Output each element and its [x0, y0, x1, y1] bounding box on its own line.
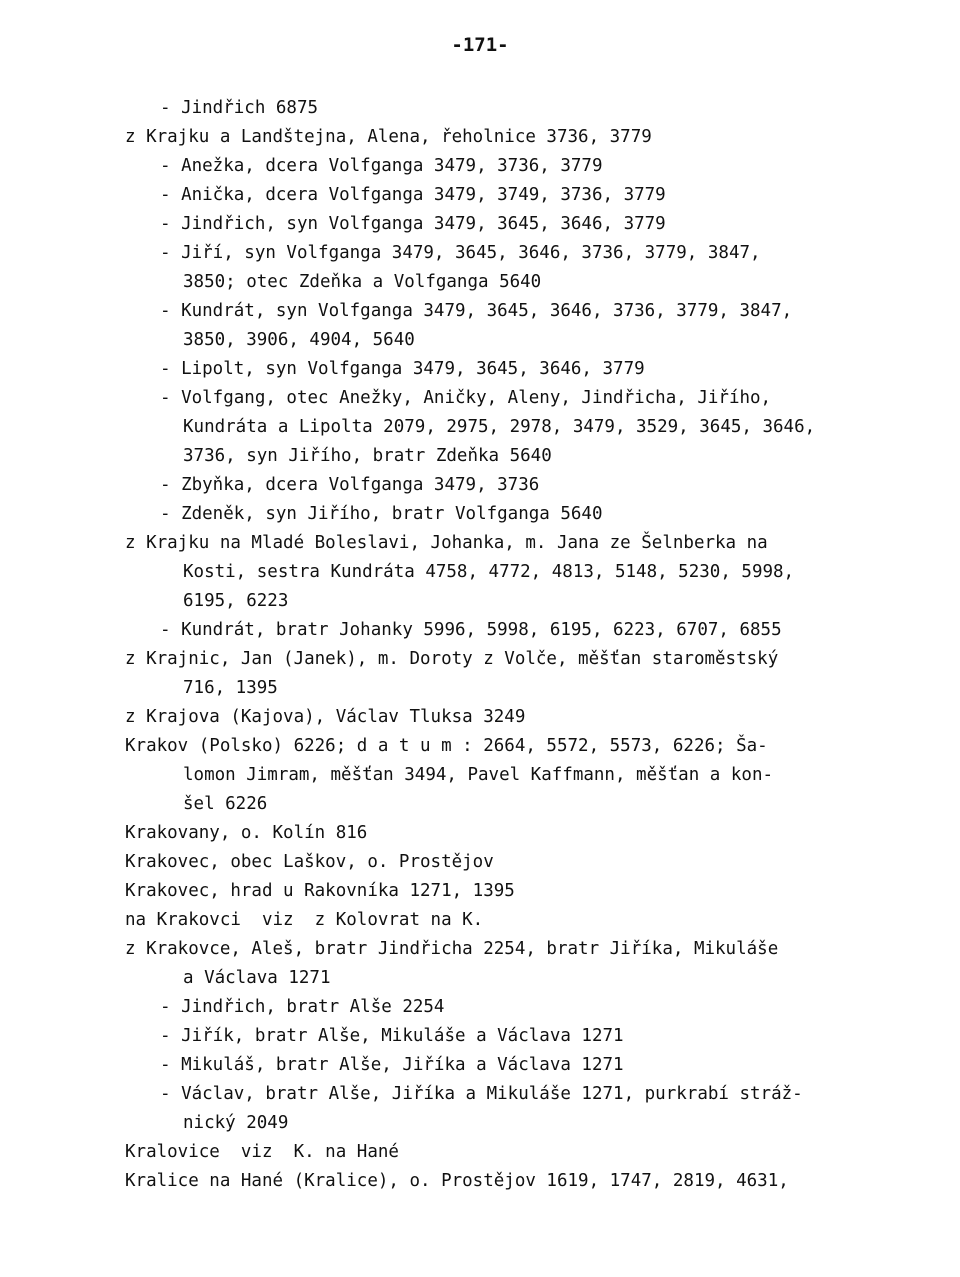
- index-entry-line: Krakovany, o. Kolín 816: [125, 823, 368, 843]
- index-subentry-line: - Jiřík, bratr Alše, Mikuláše a Václava 1271: [160, 1026, 624, 1046]
- index-subentry-line: - Mikuláš, bratr Alše, Jiříka a Václava 1271: [160, 1055, 624, 1075]
- index-entry-line: z Krajova (Kajova), Václav Tluksa 3249: [125, 707, 526, 727]
- index-subentry-line: - Kundrát, bratr Johanky 5996, 5998, 6195, 6223, 6707, 6855: [160, 620, 782, 640]
- index-continuation-line: 3736, syn Jiřího, bratr Zdeňka 5640: [183, 446, 552, 466]
- index-subentry-line: - Kundrát, syn Volfganga 3479, 3645, 3646, 3736, 3779, 3847,: [160, 301, 793, 321]
- index-subentry-line: - Volfgang, otec Anežky, Aničky, Aleny, Jindřicha, Jiřího,: [160, 388, 772, 408]
- index-subentry-line: - Zdeněk, syn Jiřího, bratr Volfganga 5640: [160, 504, 603, 524]
- index-subentry-line: - Anežka, dcera Volfganga 3479, 3736, 3779: [160, 156, 603, 176]
- page-number: -171-: [451, 34, 509, 56]
- index-entry-line: na Krakovci viz z Kolovrat na K.: [125, 910, 484, 930]
- index-continuation-line: lomon Jimram, měšťan 3494, Pavel Kaffmann, měšťan a kon-: [183, 765, 774, 785]
- index-continuation-line: 6195, 6223: [183, 591, 289, 611]
- index-entry-line: Krakov (Polsko) 6226; d a t u m : 2664, 5572, 5573, 6226; Ša-: [125, 736, 768, 756]
- index-continuation-line: 3850; otec Zdeňka a Volfganga 5640: [183, 272, 542, 292]
- index-continuation-line: šel 6226: [183, 794, 268, 814]
- index-continuation-line: 3850, 3906, 4904, 5640: [183, 330, 415, 350]
- index-subentry-line: - Jindřich, bratr Alše 2254: [160, 997, 445, 1017]
- index-entry-line: Krakovec, obec Laškov, o. Prostějov: [125, 852, 494, 872]
- index-subentry-line: - Václav, bratr Alše, Jiříka a Mikuláše 1271, purkrabí stráž-: [160, 1084, 803, 1104]
- index-continuation-line: Kosti, sestra Kundráta 4758, 4772, 4813, 5148, 5230, 5998,: [183, 562, 795, 582]
- index-entry-line: z Krajku na Mladé Boleslavi, Johanka, m. Jana ze Šelnberka na: [125, 533, 768, 553]
- index-continuation-line: 716, 1395: [183, 678, 278, 698]
- index-continuation-line: Kundráta a Lipolta 2079, 2975, 2978, 3479, 3529, 3645, 3646,: [183, 417, 816, 437]
- index-subentry-line: - Anička, dcera Volfganga 3479, 3749, 3736, 3779: [160, 185, 666, 205]
- index-entry-line: z Krakovce, Aleš, bratr Jindřicha 2254, bratr Jiříka, Mikuláše: [125, 939, 779, 959]
- index-entry-line: Kralice na Hané (Kralice), o. Prostějov 1619, 1747, 2819, 4631,: [125, 1171, 789, 1191]
- index-subentry-line: - Jindřich 6875: [160, 98, 319, 118]
- index-entry-line: z Krajnic, Jan (Janek), m. Doroty z Volče, měšťan staroměstský: [125, 649, 779, 669]
- index-continuation-line: a Václava 1271: [183, 968, 331, 988]
- index-continuation-line: nický 2049: [183, 1113, 289, 1133]
- index-entry-line: Kralovice viz K. na Hané: [125, 1142, 399, 1162]
- index-subentry-line: - Zbyňka, dcera Volfganga 3479, 3736: [160, 475, 540, 495]
- index-entry-line: Krakovec, hrad u Rakovníka 1271, 1395: [125, 881, 515, 901]
- index-subentry-line: - Lipolt, syn Volfganga 3479, 3645, 3646, 3779: [160, 359, 645, 379]
- index-entry-line: z Krajku a Landštejna, Alena, řeholnice 3736, 3779: [125, 127, 652, 147]
- index-subentry-line: - Jindřich, syn Volfganga 3479, 3645, 3646, 3779: [160, 214, 666, 234]
- index-subentry-line: - Jiří, syn Volfganga 3479, 3645, 3646, 3736, 3779, 3847,: [160, 243, 761, 263]
